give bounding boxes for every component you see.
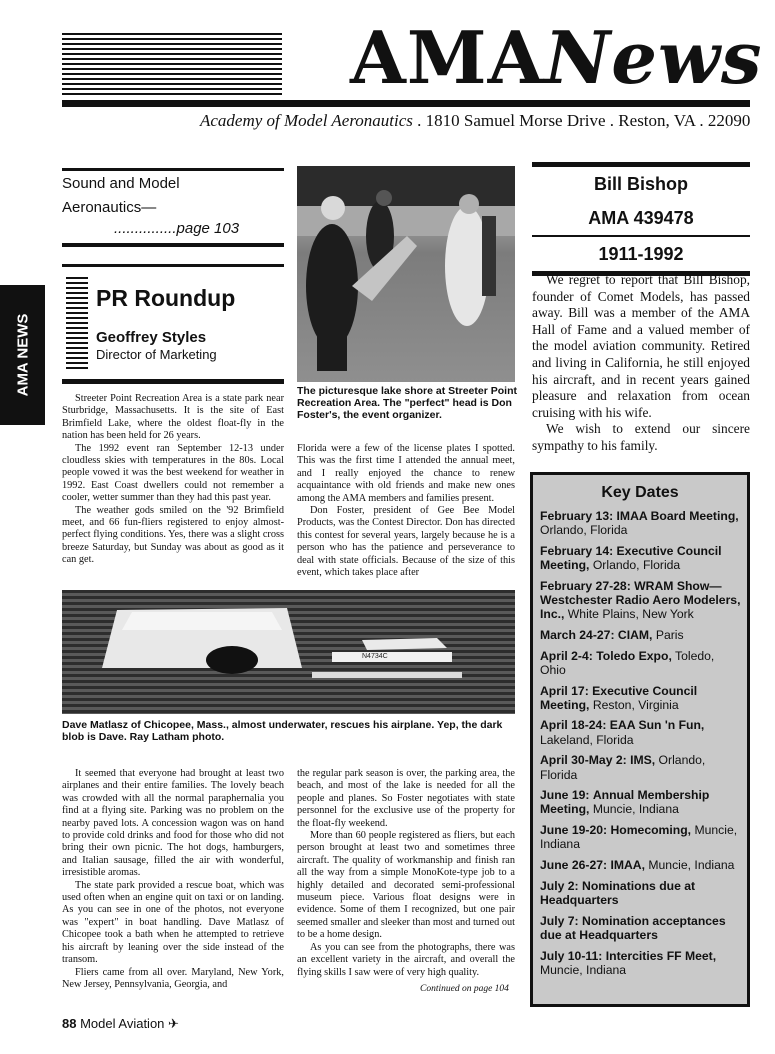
key-date-item bbox=[533, 914, 747, 942]
key-date-place: Orlando, Florida bbox=[540, 523, 628, 538]
key-date-place: Orlando, Florida bbox=[540, 753, 706, 782]
key-date-item bbox=[533, 823, 747, 851]
address-line: Academy of Model Aeronautics . 1810 Samuel Morse Drive . Reston, VA . 22090 bbox=[200, 111, 751, 130]
obituary-name: Bill Bishop bbox=[594, 174, 688, 194]
plane-registration: N4734C bbox=[362, 653, 388, 660]
key-date-place: Orlando, Florida bbox=[592, 558, 681, 573]
teaser-box bbox=[62, 168, 284, 247]
key-date-event: Executive Council Meeting, bbox=[540, 683, 698, 712]
page-footer bbox=[62, 1016, 179, 1032]
key-date-event: Intercities FF Meet, bbox=[605, 948, 717, 963]
key-date-place: Lakeland, Florida bbox=[540, 732, 634, 747]
article-column-1: Streeter Point Recreation Area is a state park near Sturbridge, Massachusetts. It is the site of East Brimfield Lake, where the oldest float-fly in the nation has been held for 26 years. The 1992 event ran September 12-13 under cloudless skies with temperatures in the 80s. Local people vowed it was the best weekend for weather in 1992. East Coast dwellers could not remember a cooler, wetter summer than they had this past year. The weather gods smiled on the '92 Brimfield meet, and 66 fun-fliers registered to enjoy almost-perfect flying conditions. Yes, there was a slight cross breeze Saturday, but Sunday was about as good as it can get. bbox=[62, 393, 284, 566]
key-date-item bbox=[533, 684, 747, 712]
key-date-event: Nomination acceptances due at Headquarters bbox=[540, 913, 726, 942]
masthead-rule bbox=[62, 100, 750, 107]
magazine-name: Model Aviation bbox=[80, 1016, 165, 1031]
lake-shore-photo bbox=[297, 166, 515, 382]
column-stripes bbox=[66, 277, 88, 369]
photo1-caption: The picturesque lake shore at Streeter Point Recreation Area. The "perfect" head is Don Foster's, the event organizer. bbox=[297, 385, 517, 421]
key-date-event: EAA Sun 'n Fun, bbox=[609, 718, 705, 733]
key-dates-title: Key Dates bbox=[601, 484, 679, 501]
teaser-page: ...............page 103 bbox=[114, 220, 240, 237]
key-date-item bbox=[533, 788, 747, 816]
key-date-date: April 17: bbox=[540, 683, 589, 698]
key-date-date: February 13: bbox=[540, 509, 614, 523]
article-column-2: Florida were a few of the license plates I spotted. This was the first time I attended the annual meet, and I really enjoyed the chance to renew acquaintance with old friends and make new ones among the AMA members and families present. Don Foster, president of Gee Bee Model Products, was the Contest Director. Don has directed this contest for several years, largely because he is a person who has the patience and perseverance to deal with state officials. Because of the size of this event, which takes place after bbox=[297, 443, 515, 579]
key-date-item bbox=[533, 579, 747, 622]
column-author-role: Director of Marketing bbox=[96, 347, 217, 362]
column-header bbox=[62, 264, 284, 384]
key-date-event: Homecoming, bbox=[610, 823, 692, 838]
continued-note: Continued on page 104 bbox=[420, 984, 509, 994]
key-date-date: February 14: bbox=[540, 543, 614, 558]
key-date-item bbox=[533, 649, 747, 677]
page-number: 88 bbox=[62, 1016, 77, 1031]
airplane-icon: ✈ bbox=[168, 1016, 179, 1031]
obituary-text: We regret to report that Bill Bishop, founder of Comet Models, has passed away. Bill was a member of the AMA Hall of Fame and a valued member of the model aviation community. Retired and living in California, he still enjoyed his aircraft, and in recent years gained pleasure and relaxation from ocean cruising with his wife. We wish to extend our sincere sympathy to his family. bbox=[532, 272, 750, 453]
key-dates-box bbox=[530, 472, 750, 1007]
key-date-event: IMS, bbox=[630, 753, 656, 768]
key-date-place: White Plains, New York bbox=[567, 607, 694, 622]
key-date-place: Muncie, Indiana bbox=[540, 823, 738, 852]
rescue-photo bbox=[62, 590, 515, 714]
key-date-place: Toledo, Ohio bbox=[540, 648, 715, 677]
key-date-item bbox=[533, 753, 747, 781]
key-date-date: July 10-11: bbox=[540, 948, 603, 963]
ama-news-logo: AMANews bbox=[350, 15, 763, 100]
photo2-caption: Dave Matlasz of Chicopee, Mass., almost underwater, rescues his airplane. Yep, the dark blob is Dave. Ray Latham photo. bbox=[62, 719, 503, 743]
key-date-item bbox=[533, 879, 747, 907]
key-date-place: Muncie, Indiana bbox=[540, 962, 627, 977]
column-author: Geoffrey Styles bbox=[96, 329, 207, 346]
key-date-item bbox=[533, 718, 747, 746]
section-tab: AMA NEWS bbox=[0, 285, 45, 425]
obituary-number: AMA 439478 bbox=[588, 208, 694, 228]
obituary-years: 1911-1992 bbox=[598, 244, 684, 264]
key-date-place: Paris bbox=[655, 627, 684, 642]
key-date-date: April 30-May 2: bbox=[540, 753, 627, 768]
key-date-item bbox=[533, 858, 747, 872]
key-date-item bbox=[533, 509, 747, 537]
key-date-date: July 7: bbox=[540, 913, 579, 928]
column-title: PR Roundup bbox=[96, 285, 236, 311]
key-date-event: Executive Council Meeting, bbox=[540, 543, 722, 573]
key-date-date: June 19: bbox=[540, 788, 590, 803]
key-date-date: February 27-28: bbox=[540, 578, 631, 593]
key-date-event: WRAM Show—Westchester Radio Aero Modelers, Inc., bbox=[540, 578, 741, 622]
key-date-event: IMAA, bbox=[610, 858, 645, 873]
key-date-date: April 18-24: bbox=[540, 718, 607, 733]
masthead-stripes bbox=[62, 33, 282, 95]
key-date-place: Muncie, Indiana bbox=[648, 858, 735, 873]
key-date-event: Toledo Expo, bbox=[596, 648, 672, 663]
key-date-item bbox=[533, 544, 747, 572]
key-date-place: Muncie, Indiana bbox=[592, 802, 679, 817]
teaser-line1: Sound and Model bbox=[62, 175, 180, 192]
article-column-4: the regular park season is over, the parking area, the beach, and most of the lake is needed for all the people and planes. So Foster negotiates with state personnel for the exclusive use of the property for the float-fly weekend. More than 60 people registered as fliers, but each person brought at least two and sometimes three aircraft. The quality of workmanship and finish ran all the way from a simple MonoKote-type job to a highly detailed and decorated semi-professional museum piece. Various float designs were in evidence. Some of them I recognized, but one pair seemed smaller and sleeker than most and turned out to be a home design. As you can see from the photographs, there was an excellent variety in the aircraft, and overall the flying skills I saw were of very high quality. bbox=[297, 768, 515, 978]
key-date-date: March 24-27: bbox=[540, 627, 615, 642]
key-date-date: July 2: bbox=[540, 878, 579, 893]
article-column-3: It seemed that everyone had brought at least two airplanes and their entire families. The lovely beach was crowded with all the normal paraphernalia you find at a flying site. Parking was no problem on the nearby paved lots. A concession wagon was on hand to provide cold drinks and food for those who did not bring their own picnic. The hot dogs, hamburgers, and Italian sausage, filled the air with wonderful, irresistible aromas. The state park provided a rescue boat, which was used often when an engine quit on taxi or on landing. As you can see in one of the photos, not everyone was "expert" in boat handling. Dave Matlasz of Chicopee took a bath when he attempted to retrieve his aircraft by leaning over the side instead of the transom. Fliers came from all over. Maryland, New York, New Jersey, Pennsylvania, Georgia, and bbox=[62, 768, 284, 990]
key-date-event: CIAM, bbox=[617, 627, 653, 642]
key-date-event: IMAA Board Meeting, bbox=[616, 509, 739, 523]
key-date-place: Reston, Virginia bbox=[592, 697, 679, 712]
key-date-date: April 2-4: bbox=[540, 648, 593, 663]
key-date-event: Annual Membership Meeting, bbox=[540, 788, 710, 817]
key-date-item bbox=[533, 949, 747, 977]
key-date-date: June 19-20: bbox=[540, 823, 608, 838]
teaser-line2: Aeronautics— bbox=[62, 199, 157, 216]
key-date-date: June 26-27: bbox=[540, 858, 608, 873]
obituary-header bbox=[532, 162, 750, 276]
key-date-event: Nominations due at Headquarters bbox=[540, 878, 696, 907]
key-date-item bbox=[533, 628, 747, 642]
